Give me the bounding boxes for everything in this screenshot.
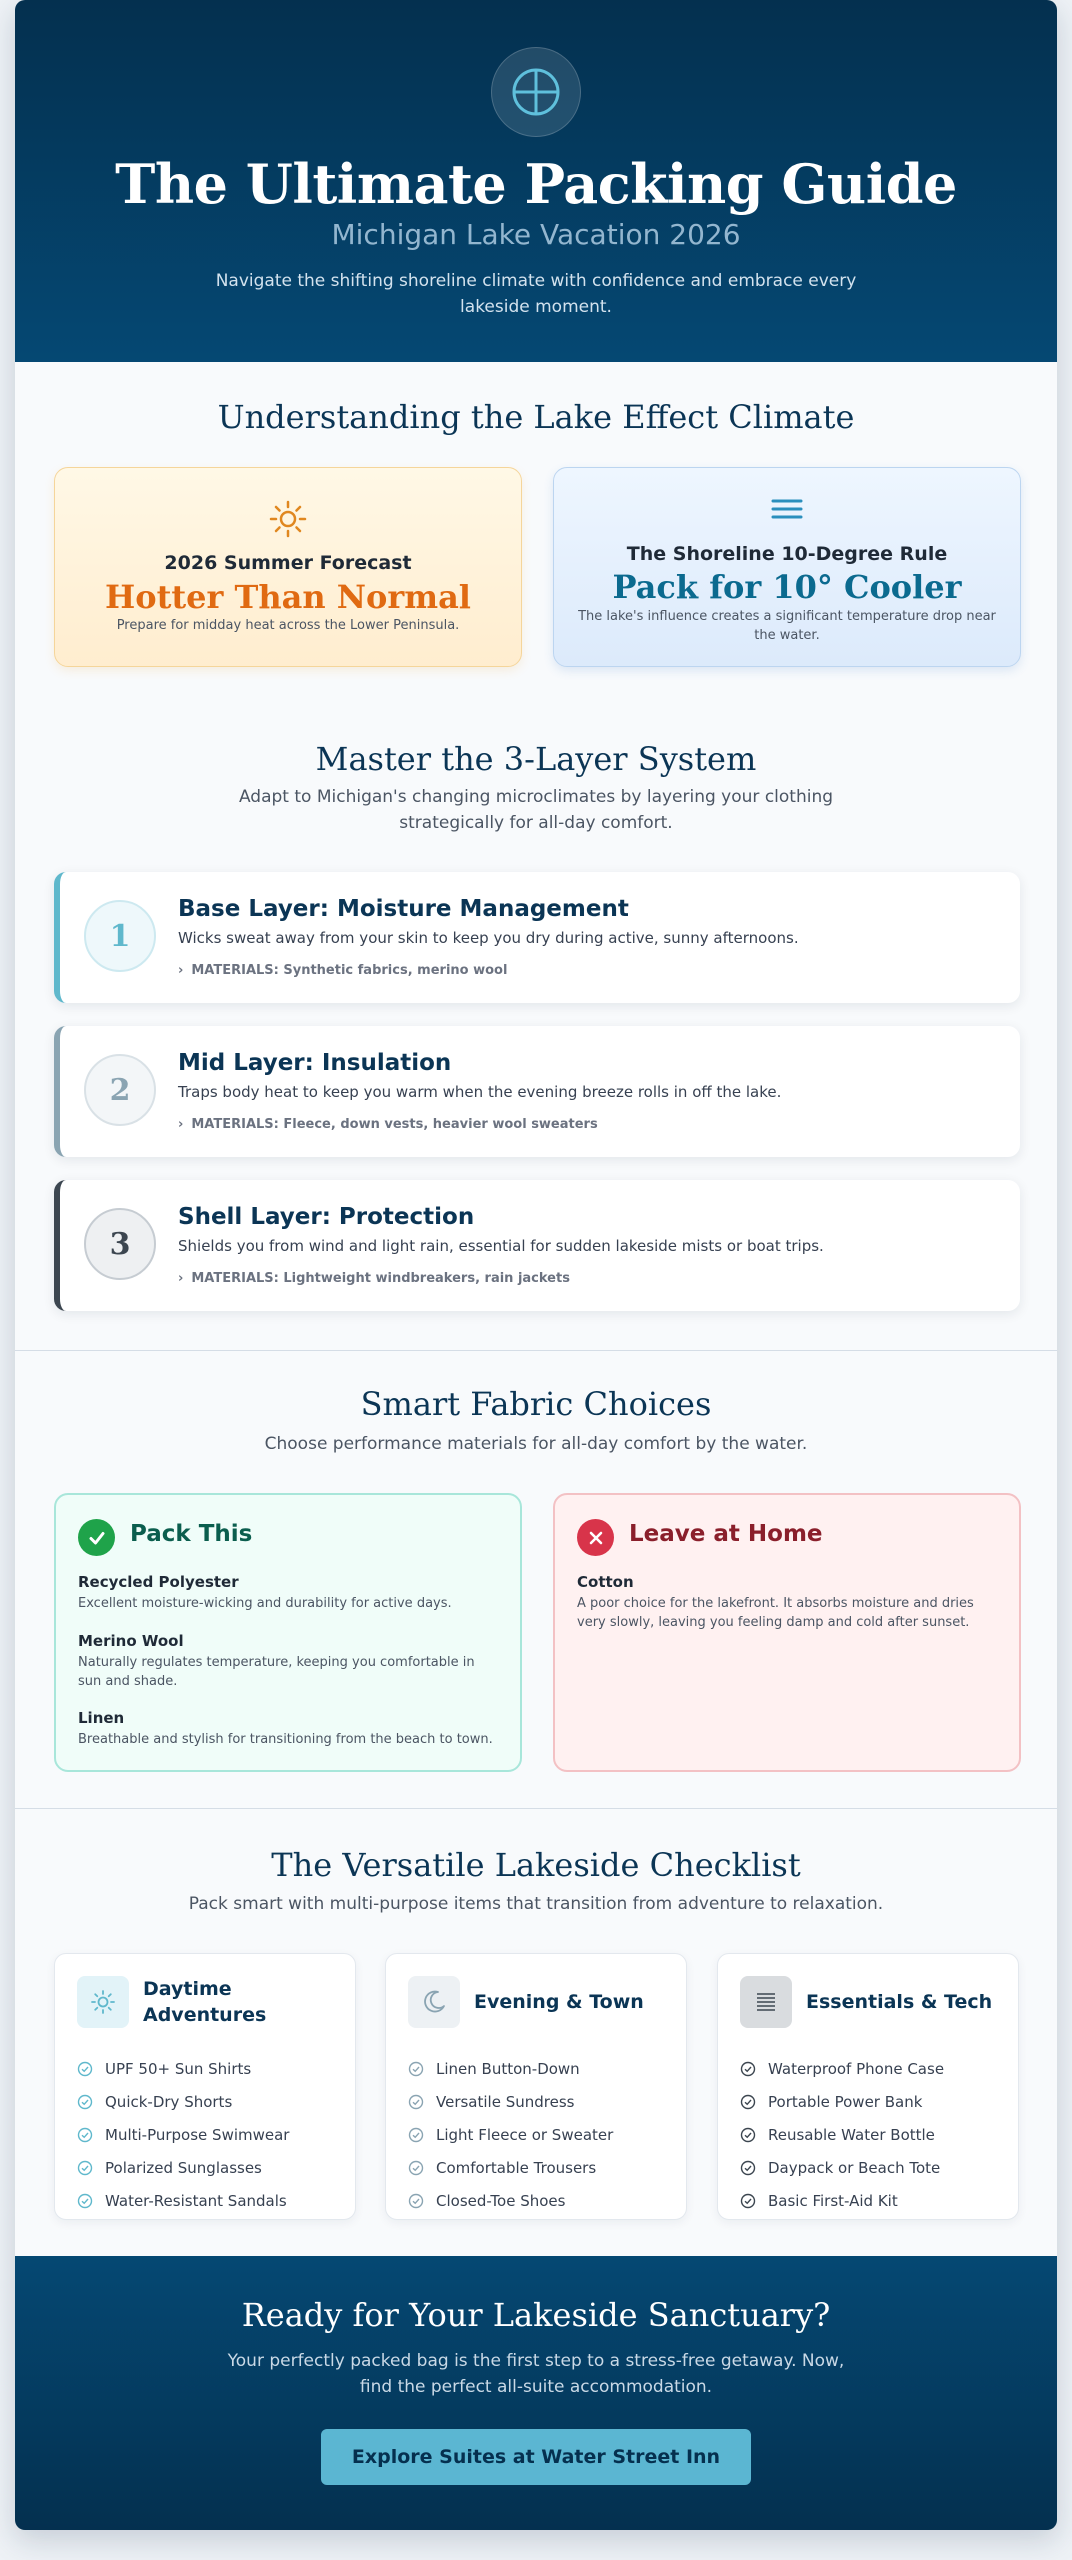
- x-circle-icon: [577, 1519, 614, 1556]
- fabric-section-subtitle: Choose performance materials for all-day comfort by the water.: [264, 1434, 808, 1454]
- checklist-item: Daypack or Beach Tote: [740, 2151, 1008, 2184]
- check-circle-icon: [408, 2160, 424, 2176]
- check-circle-icon: [77, 2094, 93, 2110]
- check-circle-icon: [740, 2061, 756, 2077]
- checklist: [740, 2052, 1008, 2217]
- layer-description: Traps body heat to keep you warm when the evening breeze rolls in off the lake.: [178, 1083, 782, 1101]
- page-title: The Ultimate Packing Guide: [115, 152, 957, 216]
- checklist-item: Versatile Sundress: [408, 2085, 676, 2118]
- check-circle-icon: [77, 2061, 93, 2077]
- pack-this-title: Pack This: [130, 1521, 253, 1547]
- fabric-item: Linen Breathable and stylish for transitioning from the beach to town.: [78, 1709, 493, 1747]
- layer-card-shell: [54, 1180, 1020, 1311]
- leave-at-home-card: [553, 1493, 1021, 1772]
- fabric-item: Merino Wool Naturally regulates temperature, keeping you comfortable in sun and shade.: [78, 1632, 475, 1689]
- cta-title: Ready for Your Lakeside Sanctuary?: [241, 2296, 831, 2334]
- shoreline-rule-description: The lake's influence creates a significant temperature drop near the water.: [578, 609, 996, 643]
- checklist-item: Reusable Water Bottle: [740, 2118, 1008, 2151]
- pack-this-card: [54, 1493, 522, 1772]
- checklist-item: Quick-Dry Shorts: [77, 2085, 345, 2118]
- layer-description: Wicks sweat away from your skin to keep you dry during active, sunny afternoons.: [178, 929, 799, 947]
- layer-materials: › MATERIALS: Lightweight windbreakers, rain jackets: [178, 1271, 570, 1286]
- check-circle-icon: [740, 2127, 756, 2143]
- chevron-right-icon: ›: [178, 963, 184, 978]
- checklist-item: Waterproof Phone Case: [740, 2052, 1008, 2085]
- checklist-card-daytime: [54, 1953, 356, 2220]
- chevron-right-icon: ›: [178, 1271, 184, 1286]
- moon-icon: [408, 1976, 460, 2028]
- checklist-item: UPF 50+ Sun Shirts: [77, 2052, 345, 2085]
- forecast-description: Prepare for midday heat across the Lower Peninsula.: [116, 618, 460, 633]
- shoreline-rule-headline: Pack for 10° Cooler: [612, 568, 962, 606]
- cta-text: Your perfectly packed bag is the first step to a stress-free getaway. Now, find the perfect all-suite accommodation.: [227, 2351, 845, 2397]
- layer-number: 3: [84, 1208, 156, 1280]
- packing-guide-page: [15, 0, 1057, 2530]
- leave-at-home-title: Leave at Home: [629, 1521, 823, 1547]
- checklist-item: Multi-Purpose Swimwear: [77, 2118, 345, 2151]
- checklist-item: Light Fleece or Sweater: [408, 2118, 676, 2151]
- checklist-card-evening: [385, 1953, 687, 2220]
- layer-card-base: [54, 872, 1020, 1003]
- checklist-section-title: The Versatile Lakeside Checklist: [271, 1846, 801, 1884]
- chevron-right-icon: ›: [178, 1117, 184, 1132]
- checklist-item: Closed-Toe Shoes: [408, 2184, 676, 2217]
- check-circle-icon: [408, 2061, 424, 2077]
- fabric-item: Cotton A poor choice for the lakefront. It absorbs moisture and dries very slowly, leaving you feeling damp and cold after sunset.: [577, 1573, 974, 1630]
- hero-banner: [15, 0, 1057, 362]
- checklist-card-title: Evening & Town: [474, 1991, 644, 2013]
- check-circle-icon: [740, 2193, 756, 2209]
- section-divider: [15, 1808, 1057, 1809]
- layers-section-title: Master the 3-Layer System: [315, 740, 757, 778]
- check-circle-icon: [740, 2094, 756, 2110]
- check-circle-icon: [740, 2160, 756, 2176]
- list-icon: [740, 1976, 792, 2028]
- layer-number: 1: [84, 900, 156, 972]
- checklist-item: Linen Button-Down: [408, 2052, 676, 2085]
- cta-footer: [15, 2256, 1057, 2530]
- checklist-item: Comfortable Trousers: [408, 2151, 676, 2184]
- checklist-item: Polarized Sunglasses: [77, 2151, 345, 2184]
- layer-number: 2: [84, 1054, 156, 1126]
- section-divider: [15, 1350, 1057, 1351]
- checklist-card-essentials: [717, 1953, 1019, 2220]
- check-circle-icon: [77, 2193, 93, 2209]
- explore-suites-button[interactable]: Explore Suites at Water Street Inn: [321, 2429, 751, 2485]
- hero-intro: Navigate the shifting shoreline climate with confidence and embrace every lakeside moment.: [215, 271, 857, 317]
- page-subtitle: Michigan Lake Vacation 2026: [331, 218, 741, 251]
- check-circle-icon: [408, 2193, 424, 2209]
- layer-title: Mid Layer: Insulation: [178, 1050, 452, 1076]
- forecast-label: 2026 Summer Forecast: [164, 552, 412, 574]
- layers-section-subtitle: Adapt to Michigan's changing microclimates by layering your clothing strategically for all-day comfort.: [238, 787, 834, 833]
- sun-icon: [55, 500, 521, 538]
- layer-materials: › MATERIALS: Synthetic fabrics, merino wool: [178, 963, 508, 978]
- layer-card-mid: [54, 1026, 1020, 1157]
- layer-title: Shell Layer: Protection: [178, 1204, 475, 1230]
- check-circle-icon: [78, 1519, 115, 1556]
- shoreline-rule-card: [553, 467, 1021, 667]
- layer-title: Base Layer: Moisture Management: [178, 896, 629, 922]
- checklist-item: Basic First-Aid Kit: [740, 2184, 1008, 2217]
- checklist-item: Water-Resistant Sandals: [77, 2184, 345, 2217]
- fabric-item: Recycled Polyester Excellent moisture-wicking and durability for active days.: [78, 1573, 452, 1611]
- sun-icon: [77, 1976, 129, 2028]
- shoreline-rule-label: The Shoreline 10-Degree Rule: [626, 543, 948, 565]
- checklist-card-title: Daytime Adventures: [143, 1978, 267, 2026]
- fabric-section-title: Smart Fabric Choices: [360, 1385, 712, 1423]
- checklist: [77, 2052, 345, 2217]
- checklist-card-title: Essentials & Tech: [806, 1991, 993, 2013]
- wind-lines-icon: [554, 496, 1020, 522]
- layer-description: Shields you from wind and light rain, essential for sudden lakeside mists or boat trips.: [178, 1237, 824, 1255]
- checklist-item: Portable Power Bank: [740, 2085, 1008, 2118]
- check-circle-icon: [408, 2127, 424, 2143]
- layer-materials: › MATERIALS: Fleece, down vests, heavier wool sweaters: [178, 1117, 598, 1132]
- compass-icon: [491, 47, 581, 137]
- check-circle-icon: [408, 2094, 424, 2110]
- check-circle-icon: [77, 2127, 93, 2143]
- climate-section-title: Understanding the Lake Effect Climate: [217, 398, 855, 436]
- checklist: [408, 2052, 676, 2217]
- forecast-headline: Hotter Than Normal: [105, 578, 471, 616]
- checklist-section-subtitle: Pack smart with multi-purpose items that transition from adventure to relaxation.: [188, 1894, 884, 1914]
- forecast-card: [54, 467, 522, 667]
- check-circle-icon: [77, 2160, 93, 2176]
